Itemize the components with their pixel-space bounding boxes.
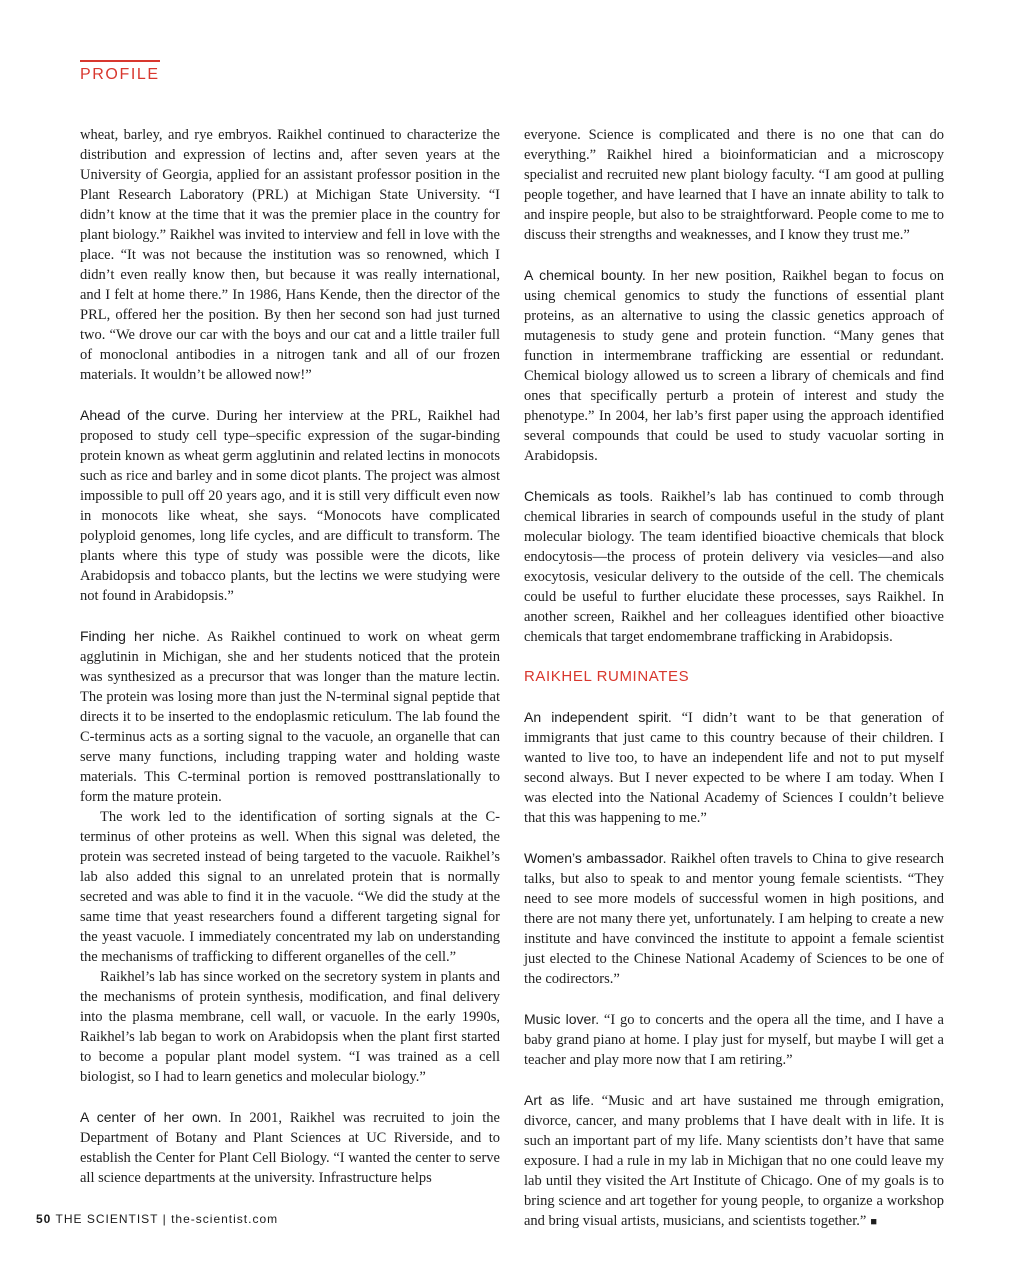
sidebar-heading: RAIKHEL RUMINATES bbox=[524, 668, 690, 685]
paragraph-lead: Music lover. bbox=[524, 1011, 600, 1027]
footer-separator: | bbox=[162, 1212, 167, 1226]
paragraph: The work led to the identification of sorting signals at the C-terminus of other proteins as well. When this signal was deleted, the protein was secreted instead of being targeted to the vacuole. Raikhel’s lab also added this signal to an unrelated protein that is normally secreted and was able to find it in the vacuole. “We did the study at the same time that yeast researchers found a different targeting signal for the yeast vacuole. I immediately concentrated my lab on understanding the mechanisms of trafficking to different organelles of the cell.” bbox=[80, 809, 500, 965]
paragraph: Music lover. “I go to concerts and the opera all the time, and I have a baby grand piano at home. I play just for myself, but maybe I will get a teacher and play more now that I am retiring.” bbox=[524, 1011, 944, 1068]
paragraph-lead: Finding her niche. bbox=[80, 628, 200, 644]
paragraph-lead: A chemical bounty. bbox=[524, 267, 646, 283]
paragraph: wheat, barley, and rye embryos. Raikhel continued to characterize the distribution and expression of lectins and, after seven years at the University of Georgia, applied for an assistant professor position in the Plant Research Laboratory (PRL) at Michigan State University. “I didn’t know at the time that it was the premier place in the country for plant biology.” Raikhel was invited to interview and fell in love with the place. “It was not because the institution was so renowned, which I didn’t even really know then, but because it was really international, and I felt at home there.” In 1986, Hans Kende, then the director of the PRL, offered her the position. By then her second son had just turned two. “We drove our car with the boys and our cat and a little trailer full of monoclonal antibodies in a nitrogen tank and all of our frozen materials. It wouldn’t be allowed now!” bbox=[80, 127, 500, 383]
left-column bbox=[80, 125, 500, 1208]
paragraph-lead: Ahead of the curve. bbox=[80, 407, 210, 423]
paragraph: everyone. Science is complicated and there is no one that can do everything.” Raikhel hired a bioinformatician and a microscopy specialist and recruited new plant biology faculty. “I am good at pulling people together, and have learned that I have an innate ability to talk to and inspire people, but also to be straightforward. People come to me to discuss their strengths and weaknesses, and I know they trust me.” bbox=[524, 127, 944, 243]
page-number: 50 bbox=[36, 1212, 52, 1226]
page-footer bbox=[36, 1212, 278, 1226]
paragraph: Raikhel’s lab has since worked on the secretory system in plants and the mechanisms of protein synthesis, modification, and final delivery into the plasma membrane, cell wall, or vacuole. In the early 1990s, Raikhel’s lab began to work on Arabidopsis when the plant first started to become a popular plant model system. “I was trained as a cell biologist, so I had to learn genetics and molecular biology.” bbox=[80, 969, 500, 1085]
paragraph-lead: Chemicals as tools. bbox=[524, 488, 654, 504]
right-column bbox=[524, 125, 944, 1252]
end-mark-icon: ■ bbox=[870, 1216, 877, 1228]
paragraph: A chemical bounty. In her new position, Raikhel began to focus on using chemical genomics to study the functions of essential plant proteins, as an alternative to using the classic genetics approach of mutagenesis to study gene and protein function. “Many genes that function in intermembrane trafficking are essential or redundant. Chemical biology allowed us to screen a library of chemicals and find ones that specifically perturb a protein of interest and study the phenotype.” In 2004, her lab’s first paper using the approach identified several compounds that could be used to study vacuolar sorting in Arabidopsis. bbox=[524, 267, 944, 464]
paragraph-lead: Art as life. bbox=[524, 1092, 595, 1108]
paragraph: Chemicals as tools. Raikhel’s lab has continued to comb through chemical libraries in search of compounds useful in the study of plant molecular biology. The team identified bioactive chemicals that block endocytosis—the process of protein delivery via vesicles—and also exocytosis, vesicular delivery to the outside of the cell. The chemicals could be useful to further elucidate these processes, says Raikhel. In another screen, Raikhel and her colleagues identified other bioactive chemicals that target endomembrane trafficking in Arabidopsis. bbox=[524, 488, 945, 645]
paragraph-lead: A center of her own. bbox=[80, 1109, 222, 1125]
paragraph-lead: An independent spirit. bbox=[524, 709, 672, 725]
section-label: PROFILE bbox=[80, 66, 160, 83]
section-rule bbox=[80, 60, 160, 62]
paragraph: Finding her niche. As Raikhel continued to work on wheat germ agglutinin in Michigan, she and her students noticed that the protein was synthesized as a precursor that was longer than the mature lectin. The protein was losing more than just the N-terminal signal peptide that directs it to be inserted to the endoplasmic reticulum. The lab found the C-terminus acts as a sorting signal to the vacuole, an organelle that can serve many functions, including trapping water and holding waste materials. This C-terminal portion is removed posttranslationally to form the mature protein. bbox=[80, 628, 500, 805]
paragraph-lead: Women’s ambassador. bbox=[524, 850, 667, 866]
website-link[interactable]: the-scientist.com bbox=[171, 1212, 279, 1226]
publication-name: THE SCIENTIST bbox=[55, 1212, 159, 1226]
paragraph: Art as life. “Music and art have sustained me through emigration, divorce, cancer, and many problems that I have dealt with in life. It is such an important part of my life. Many scientists don’t have that same exposure. I had a rule in my lab in Michigan that no one could leave my lab until they visited the Art Institute of Chicago. One of my goals is to bring science and art together for young people, to organize a workshop and bring visual artists, musicians, and scientists together.” ■ bbox=[524, 1092, 944, 1229]
paragraph: Women’s ambassador. Raikhel often travels to China to give research talks, but also to speak to and mentor young female scientists. “They need to see more models of successful women in high positions, and there are not many there yet, unfortunately. I am helping to create a new institute and have convinced the institute to appoint a female scientist just elected to the Chinese National Academy of Sciences to be one of the codirectors.” bbox=[524, 850, 945, 987]
paragraph: Ahead of the curve. During her interview at the PRL, Raikhel had proposed to study cell type–specific expression of the sugar-binding protein known as wheat germ agglutinin and related lectins in monocots such as rice and barley and in some dicot plants. The project was almost impossible to pull off 20 years ago, and it is still very difficult even now in monocots like wheat, she says. “Monocots have complicated polyploid genomes, long life cycles, and are difficult to transform. The plants where this type of study was possible were the dicots, like Arabidopsis and tobacco plants, but the lectins we were studying were not found in Arabidopsis.” bbox=[80, 407, 500, 604]
paragraph: An independent spirit. “I didn’t want to be that generation of immigrants that just came to this country because of their children. I wanted to live too, to have an independent life and not to put myself second always. But I never expected to be where I am today. When I was elected into the National Academy of Sciences I couldn’t believe that this was happening to me.” bbox=[524, 709, 944, 826]
paragraph: A center of her own. In 2001, Raikhel was recruited to join the Department of Botany and Plant Sciences at UC Riverside, and to establish the Center for Plant Cell Biology. “I wanted the center to serve all science departments at the university. Infrastructure helps bbox=[80, 1109, 500, 1186]
